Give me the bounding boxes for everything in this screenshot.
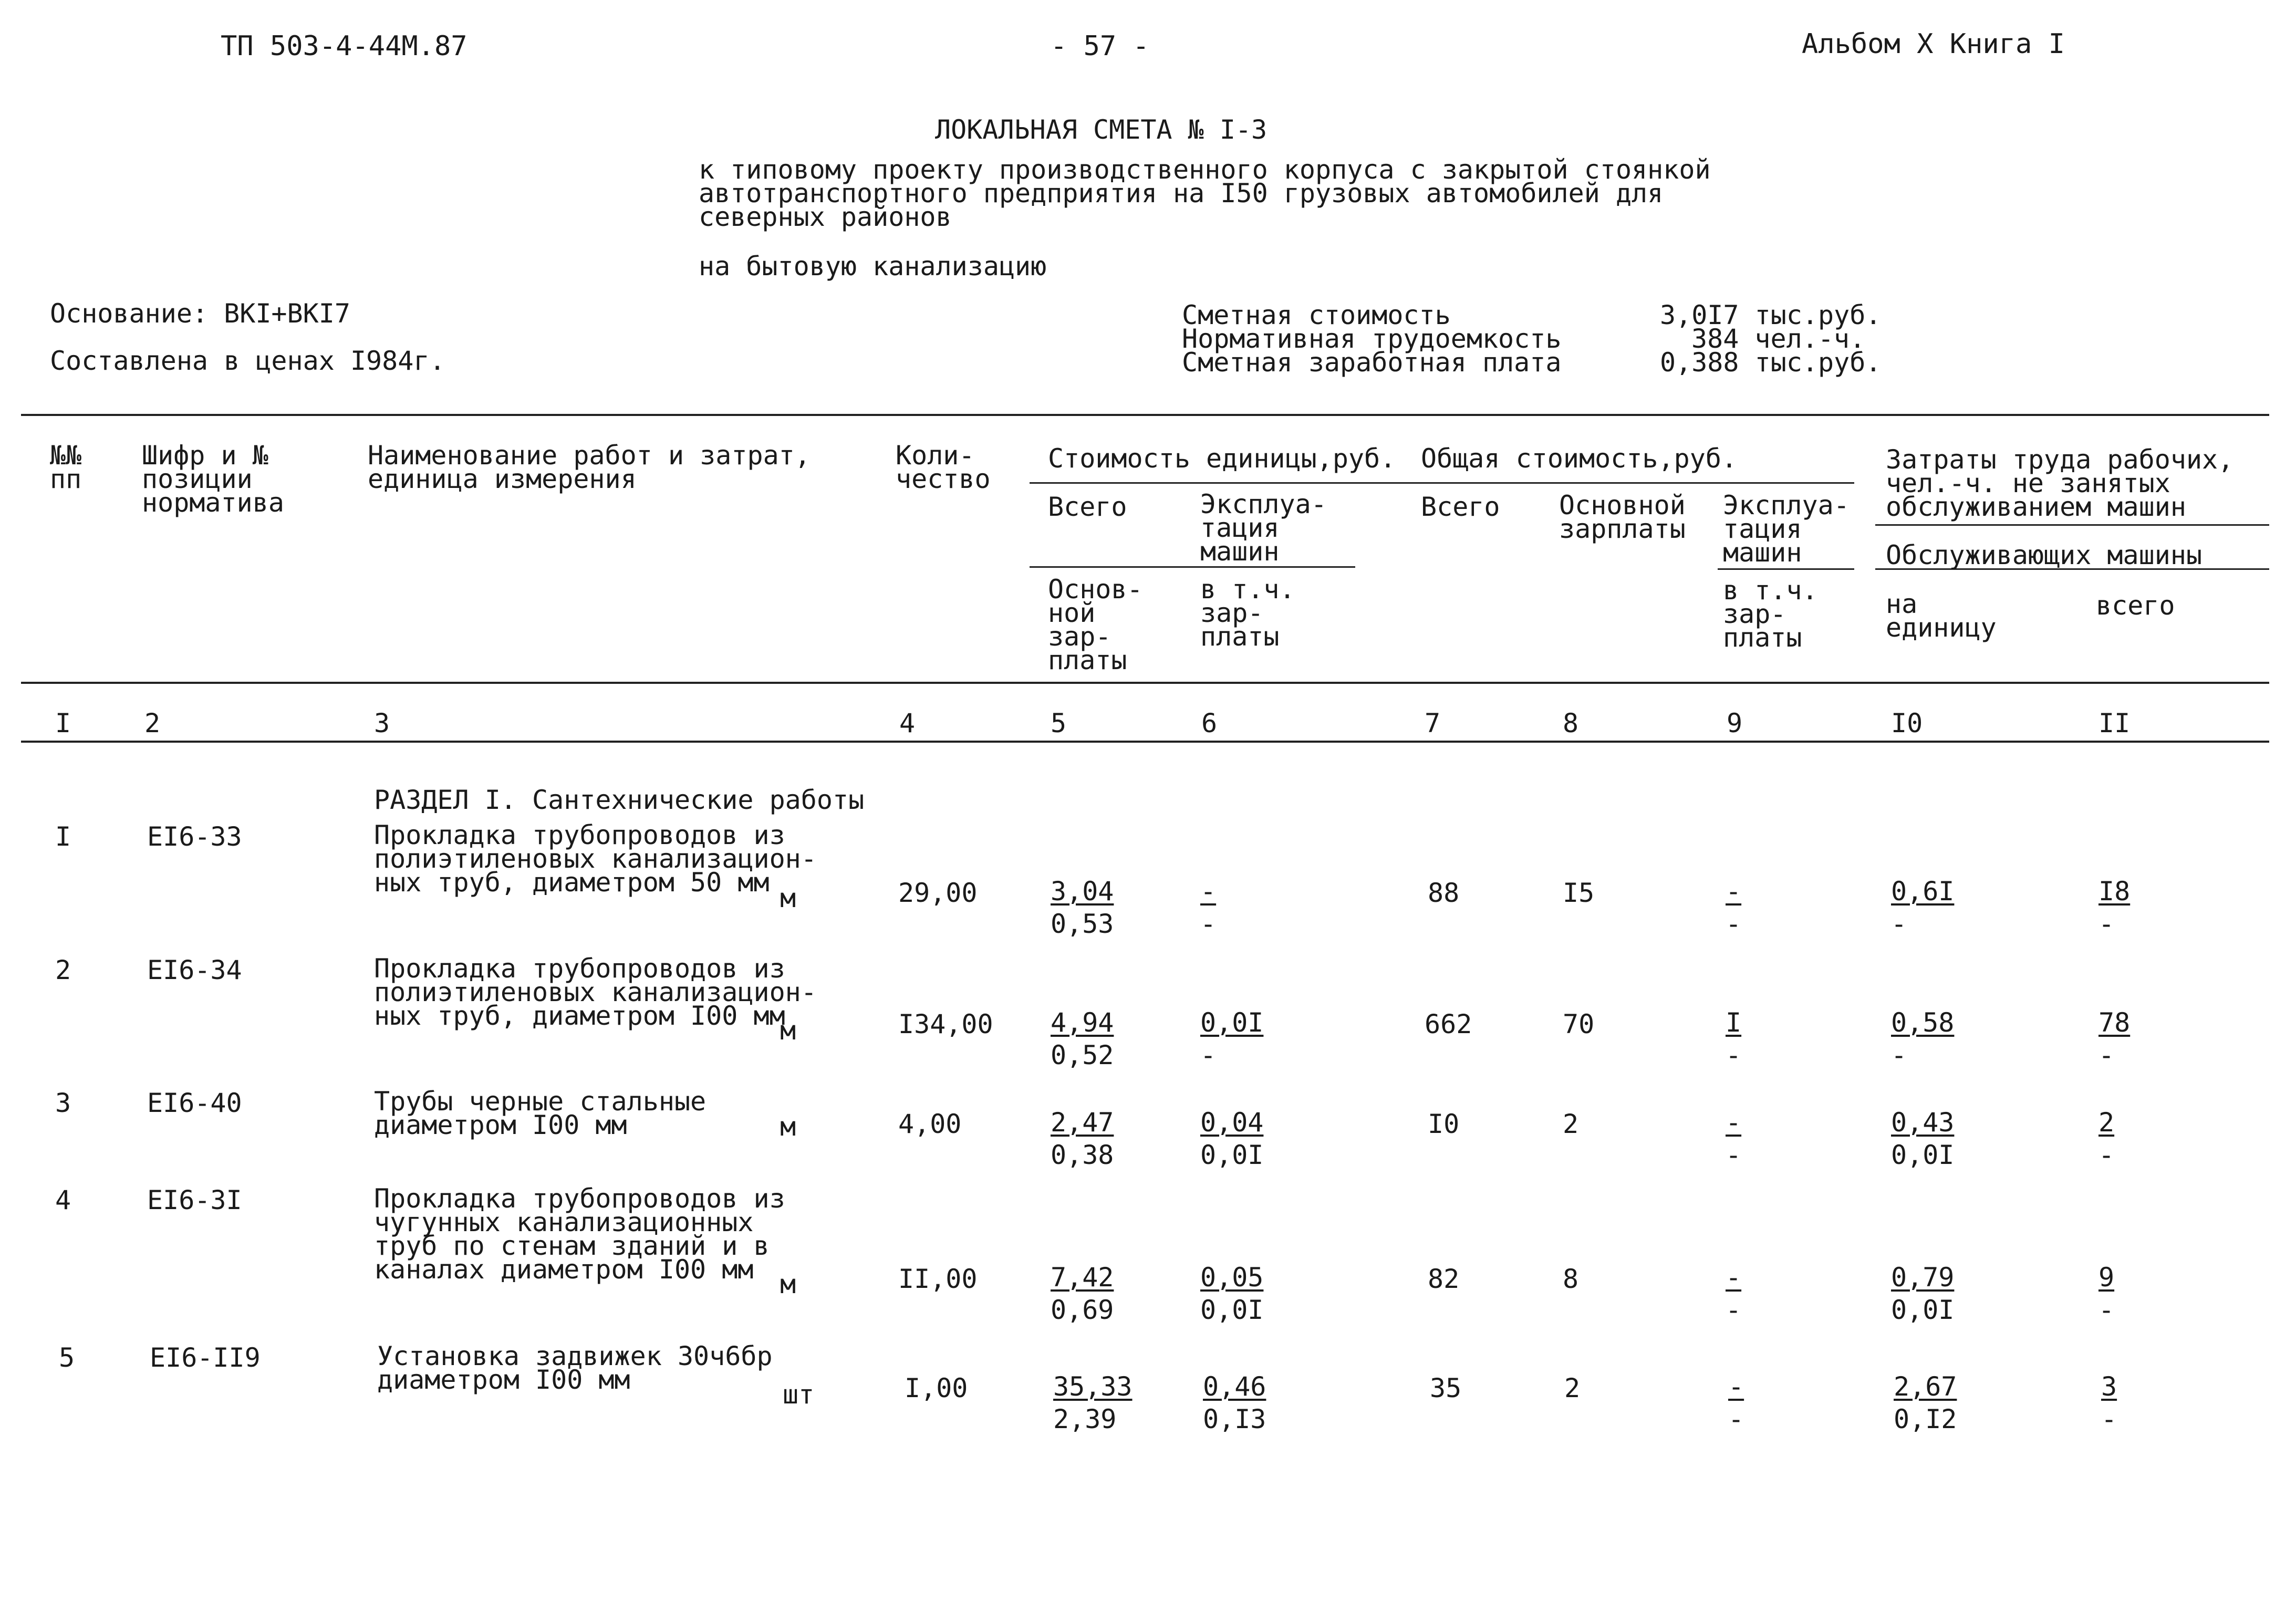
row-1-labor-total: I8 - [2098, 876, 2131, 939]
row-2-qty: I34,00 [898, 1009, 993, 1039]
summary-value-labor: 384 чел.-ч. [1691, 324, 1866, 354]
album-book: Альбом X Книга I [1802, 28, 2065, 60]
col-header-quantity: Коли- чество [896, 440, 991, 494]
row-5-number: 5 [59, 1343, 75, 1373]
row-3-labor-unit: $\frac{0,43}{0,0I}$ [1891, 1107, 1955, 1170]
row-4-unit: м [780, 1269, 796, 1299]
row-1-unit: м [780, 883, 796, 913]
col-header-labor-machines: Обслуживающих машины [1886, 540, 2203, 570]
row-3-number: 3 [55, 1088, 71, 1118]
row-2-total-wage: 70 [1563, 1009, 1595, 1039]
header-subrule-total-mach [1718, 568, 1854, 570]
table-top-rule [21, 414, 2269, 416]
row-2-unit-cost: $\frac{4,94}{0,52}$ [1051, 1007, 1114, 1070]
col-number-2: 2 [144, 708, 161, 738]
row-2-unit: м [780, 1015, 796, 1046]
col-header-number: №№ пп [50, 440, 82, 494]
row-2-labor-total: 78 - [2098, 1007, 2131, 1070]
row-4-code: ЕI6-3I [147, 1185, 242, 1215]
row-5-qty: I,00 [905, 1373, 968, 1403]
page-number: - 57 - [1051, 30, 1149, 62]
row-2-total-mach: I - [1726, 1007, 1742, 1070]
row-5-unit: шт [783, 1379, 815, 1410]
row-3-code: ЕI6-40 [147, 1088, 242, 1118]
row-2-unit-mach: 0,0I - [1200, 1007, 1264, 1070]
col-header-labor-unit: на единицу [1886, 589, 1997, 643]
header-subrule-labor [1875, 524, 2269, 526]
col-header-labor-total: всего [2096, 590, 2175, 621]
col-number-10: I0 [1891, 708, 1923, 738]
row-2-number: 2 [55, 955, 71, 985]
row-1-qty: 29,00 [898, 878, 978, 908]
row-2-code: ЕI6-34 [147, 955, 242, 985]
row-2-labor-unit: 0,58 - [1891, 1007, 1955, 1070]
row-3-unit-cost: $\frac{2,47}{0,38}$ [1051, 1107, 1114, 1170]
title-line-2: к типовому проекту производственного корпуса с закрытой стоянкой [699, 154, 1711, 185]
row-5-code: ЕI6-II9 [150, 1343, 261, 1373]
row-1-labor-unit: 0,6I - [1891, 876, 1955, 939]
col-header-unit-machines: Эксплуа- тация машин [1200, 489, 1327, 567]
col-header-total-machines: Эксплуа- тация машин [1723, 490, 1850, 568]
header-subrule-cost [1030, 482, 1854, 484]
summary-label-labor: Нормативная трудоемкость [1182, 324, 1562, 354]
summary-label-wage: Сметная заработная плата [1182, 347, 1562, 378]
row-4-labor-unit: $\frac{0,79}{0,0I}$ [1891, 1262, 1955, 1325]
row-4-name: Прокладка трубопроводов из чугунных канализационных труб по стенам зданий и в каналах диаметром I00 мм [374, 1183, 785, 1285]
row-5-unit-cost: $\frac{35,33}{2,39}$ [1053, 1371, 1133, 1434]
col-header-code: Шифр и № позиции норматива [142, 440, 284, 518]
row-5-name: Установка задвижек 30ч6бр диаметром I00 мм [377, 1341, 773, 1395]
row-3-qty: 4,00 [898, 1109, 962, 1139]
row-5-total-wage: 2 [1564, 1373, 1581, 1403]
col-header-unit-mach-wage: в т.ч. зар- платы [1200, 574, 1295, 652]
col-number-6: 6 [1201, 708, 1218, 738]
row-5-labor-unit: $\frac{2,67}{0,I2}$ [1894, 1371, 1957, 1434]
row-2-total: 662 [1425, 1009, 1472, 1039]
row-4-unit-mach: $\frac{0,05}{0,0I}$ [1200, 1262, 1264, 1325]
row-5-unit-mach: $\frac{0,46}{0,I3}$ [1203, 1371, 1266, 1434]
col-header-total-wage: Основной зарплаты [1559, 490, 1686, 544]
col-header-unit-wage: Основ- ной зар- платы [1048, 574, 1143, 675]
row-1-name: Прокладка трубопроводов из полиэтиленовых канализацион- ных труб, диаметром 50 мм [374, 820, 817, 898]
row-1-unit-mach: - - [1200, 876, 1217, 939]
col-number-7: 7 [1425, 708, 1441, 738]
col-header-total-cost: Общая стоимость,руб. [1421, 443, 1738, 474]
col-number-11: II [2098, 708, 2131, 738]
row-4-total-mach: - - [1726, 1262, 1742, 1325]
row-4-total: 82 [1428, 1264, 1460, 1294]
col-header-name: Наименование работ и затрат, единица измерения [368, 440, 811, 494]
summary-label-cost: Сметная стоимость [1182, 300, 1451, 330]
col-number-4: 4 [899, 708, 916, 738]
col-number-5: 5 [1051, 708, 1067, 738]
estimate-subject: на бытовую канализацию [699, 251, 1047, 282]
row-5-total-mach: - - [1728, 1371, 1744, 1434]
col-header-total-total: Всего [1421, 492, 1500, 522]
row-3-total-mach: - - [1726, 1107, 1742, 1170]
row-3-unit: м [780, 1111, 796, 1142]
row-1-total-mach: - - [1726, 876, 1742, 939]
row-4-unit-cost: $\frac{7,42}{0,69}$ [1051, 1262, 1114, 1325]
col-header-total-mach-wage: в т.ч. зар- платы [1723, 575, 1818, 653]
row-5-total: 35 [1430, 1373, 1462, 1403]
document-code: ТП 503-4-44М.87 [221, 30, 467, 62]
header-subrule-unit-mach [1030, 566, 1355, 568]
col-header-unit-total: Всего [1048, 492, 1127, 522]
row-3-total-wage: 2 [1563, 1109, 1579, 1139]
col-number-1: I [55, 708, 71, 738]
row-2-name: Прокладка трубопроводов из полиэтиленовых канализацион- ных труб, диаметром I00 мм [374, 953, 817, 1031]
row-1-number: I [55, 821, 71, 852]
row-3-labor-total: 2 - [2098, 1107, 2115, 1170]
col-number-3: 3 [374, 708, 390, 738]
row-1-code: ЕI6-33 [147, 821, 242, 852]
col-number-9: 9 [1727, 708, 1743, 738]
col-header-unit-cost: Стоимость единицы,руб. [1048, 443, 1396, 474]
row-3-name: Трубы черные стальные диаметром I00 мм [374, 1086, 707, 1140]
prices-text: Составлена в ценах I984г. [50, 346, 445, 376]
row-1-unit-cost: $\frac{3,04}{0,53}$ [1051, 876, 1114, 939]
row-3-unit-mach: $\frac{0,04}{0,0I}$ [1200, 1107, 1264, 1170]
col-header-labor: Затраты труда рабочих, чел.-ч. не занятых обслуживанием машин [1886, 444, 2234, 522]
summary-value-cost: 3,0I7 тыс.руб. [1660, 300, 1882, 330]
col-number-8: 8 [1563, 708, 1579, 738]
estimate-title: ЛОКАЛЬНАЯ СМЕТА № I-3 [935, 115, 1268, 145]
title-line-4: северных районов [699, 202, 952, 232]
row-5-labor-total: 3 - [2101, 1371, 2117, 1434]
summary-value-wage: 0,388 тыс.руб. [1660, 347, 1882, 378]
row-1-total: 88 [1428, 878, 1460, 908]
row-1-total-wage: I5 [1563, 878, 1595, 908]
row-4-labor-total: 9 - [2098, 1262, 2115, 1325]
row-4-total-wage: 8 [1563, 1264, 1579, 1294]
row-4-number: 4 [55, 1185, 71, 1215]
header-bottom-rule [21, 682, 2269, 684]
column-numbers-rule [21, 741, 2269, 743]
row-3-total: I0 [1428, 1109, 1460, 1139]
section-title: РАЗДЕЛ I. Сантехнические работы [374, 785, 865, 815]
title-line-3: автотранспортного предприятия на I50 грузовых автомобилей для [699, 178, 1664, 209]
basis-text: Основание: ВКI+ВКI7 [50, 298, 350, 329]
row-4-qty: II,00 [898, 1264, 978, 1294]
